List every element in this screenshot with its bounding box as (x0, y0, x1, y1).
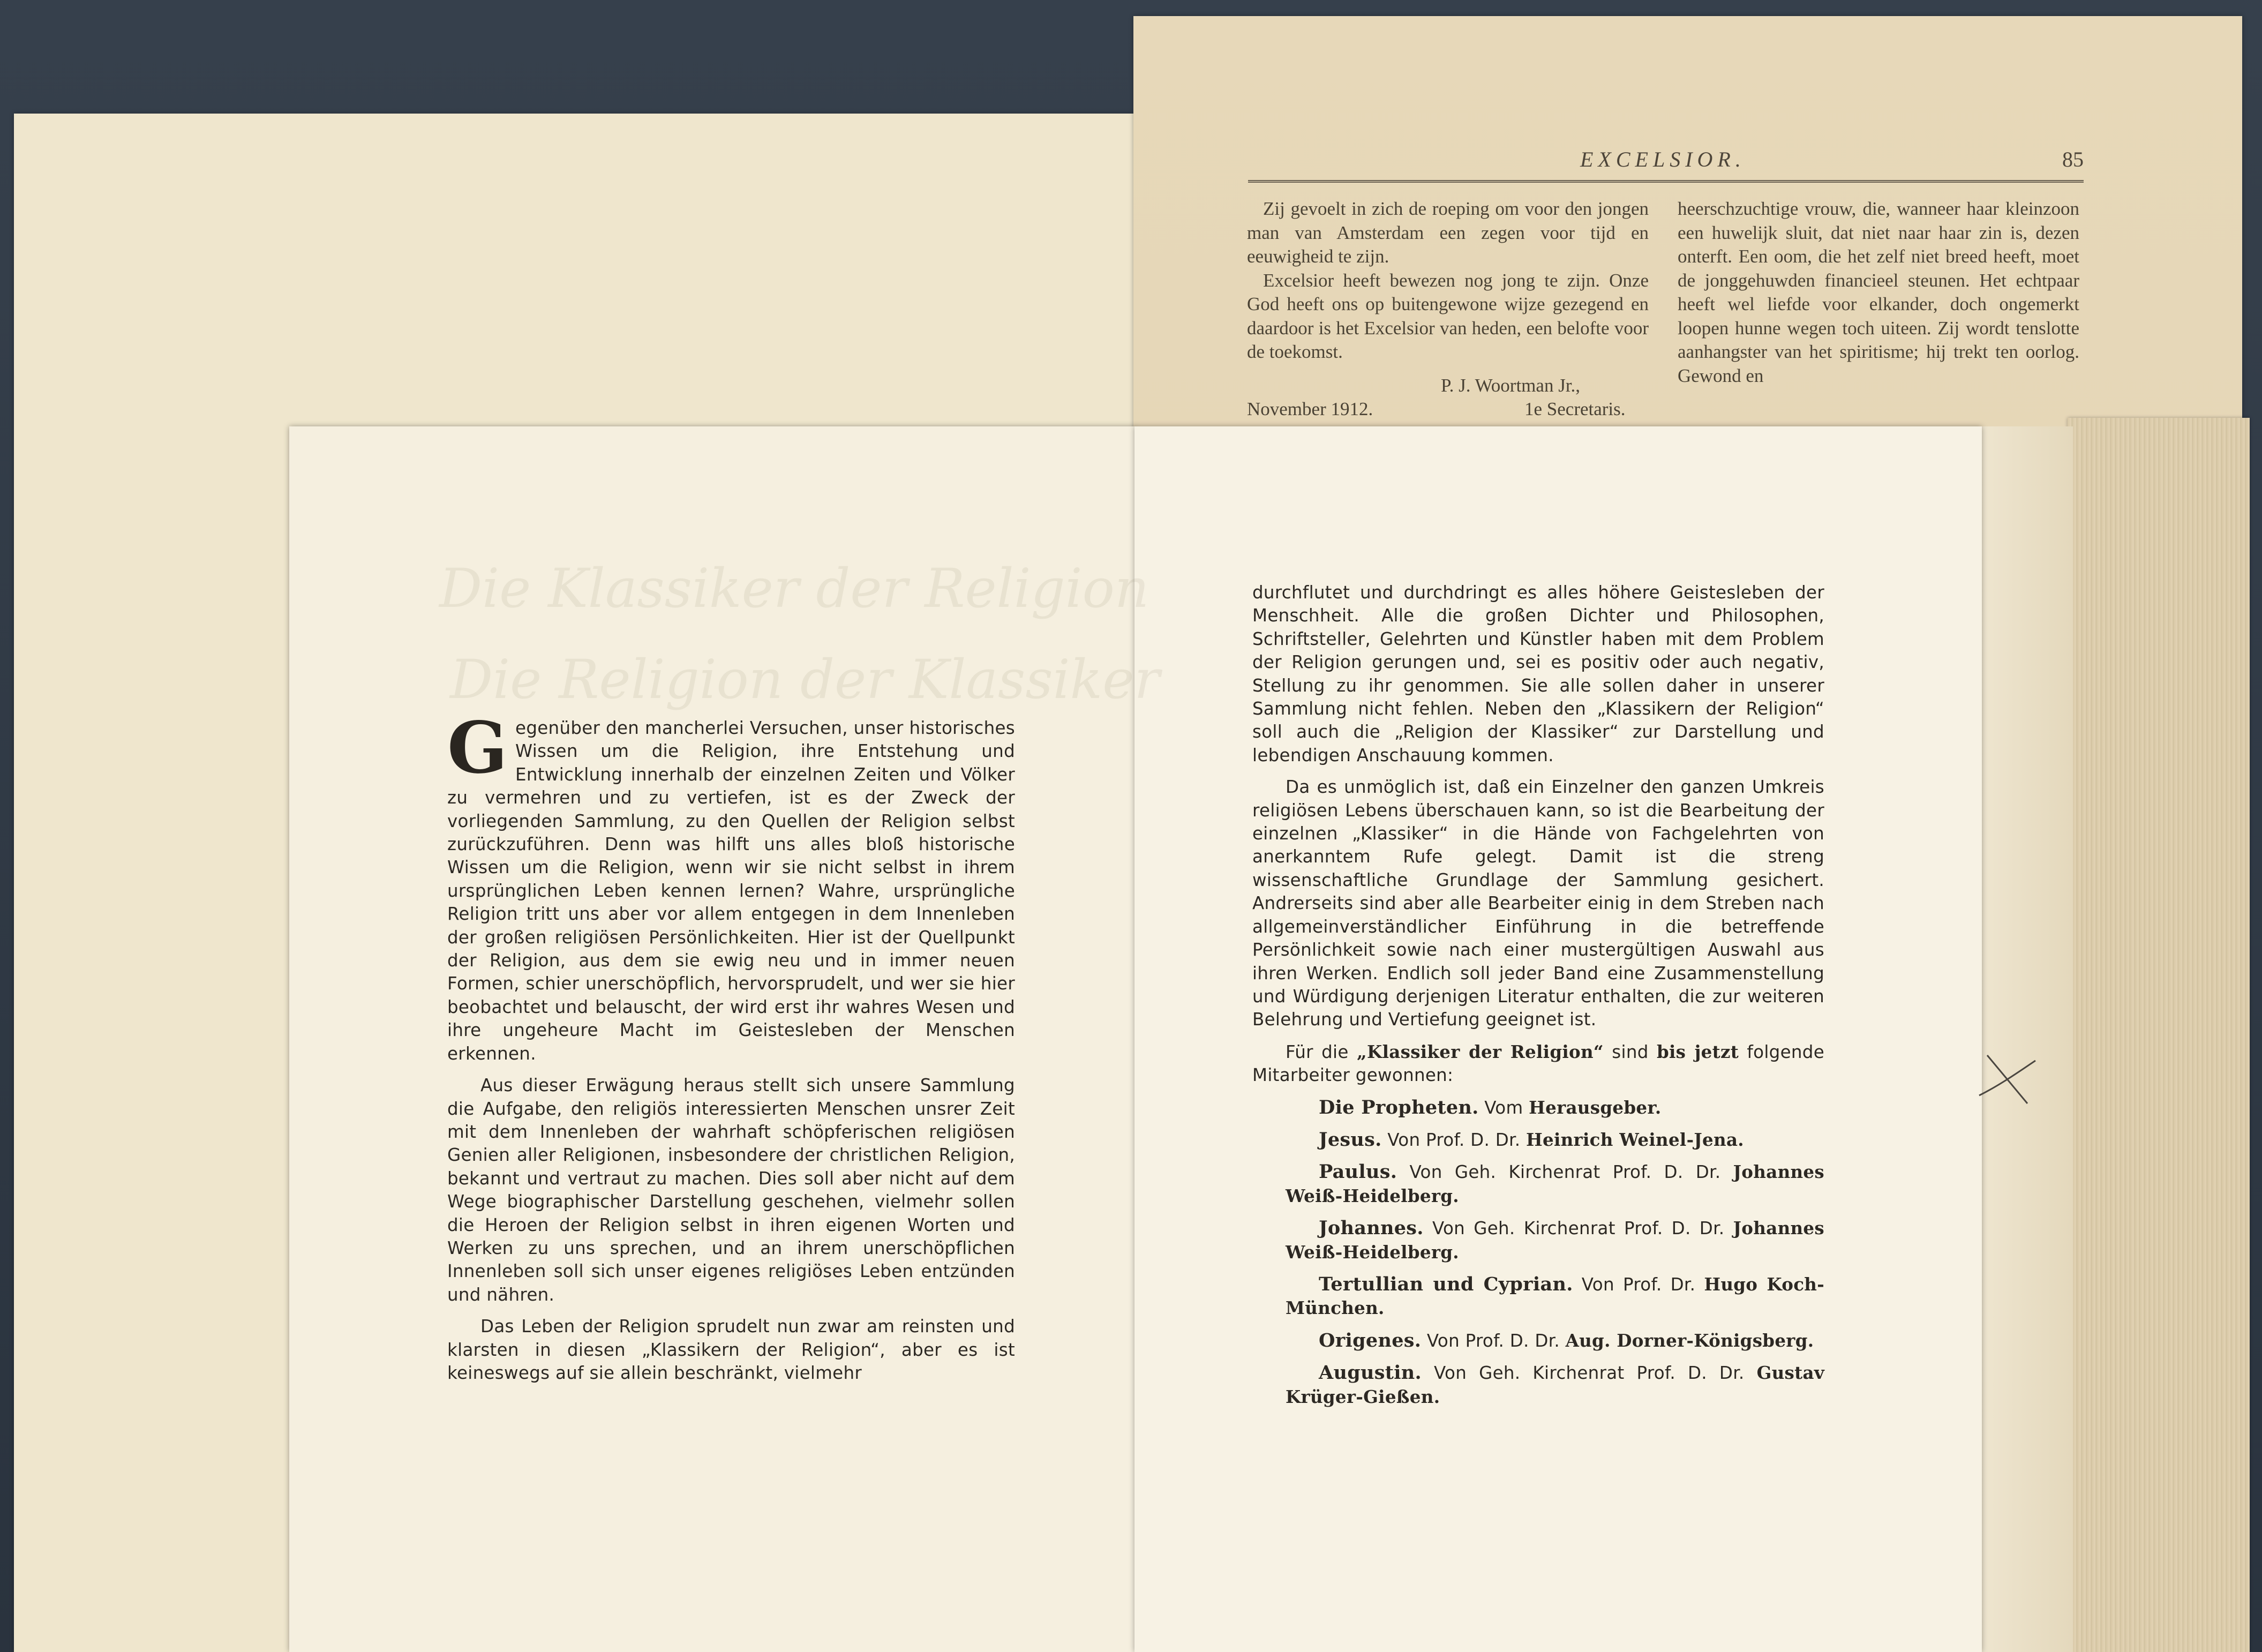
contributor-entry: Die Propheten. Vom Herausgeber. (1319, 1096, 1662, 1118)
booklet-paragraph: durchflutet und durchdringt es alles höhere Geistesleben der Menschheit. Alle die großen Dichter und Philosophen, Schriftsteller, Gelehrten und Künstler haben mit dem Problem der Religion gerungen und, sei es positiv oder auch negativ, Stellung zu ihr genommen. Sie alle sollen daher in unserer Sammlung nicht fehlen. Neben den „Klassikern der Religion“ soll auch die „Religion der Klassiker“ zur Darstellung und lebendigen Anschauung kommen. (1252, 582, 1824, 765)
drop-cap: G (447, 707, 508, 790)
magazine-paragraph: heerschzuchtige vrouw, die, wanneer haar kleinzoon een huwelijk sluit, dat niet naar haar zin is, dezen onterft. Een oom, die het zelf niet breed heeft, moet de jonggehuwden financieel steunen. Het echtpaar heeft wel liefde voor elkander, doch ongemerkt loopen hunne wegen toch uiteen. Zij wordt tenslotte aanhangster van het spiritisme; hij trekt ten oorlog. Gewond en (1678, 198, 2079, 386)
booklet-left-text (447, 707, 1015, 1393)
magazine-paragraph: Excelsior heeft bewezen nog jong te zijn. Onze God heeft ons op buitengewone wijze gezegend en daardoor is het Excelsior van heden, een belofte voor de toekomst. (1247, 269, 1649, 362)
signature-name: P. J. Woortman Jr., (1441, 375, 1581, 396)
booklet-right-text (1252, 581, 1824, 1417)
magazine-title: EXCELSIOR. (1580, 147, 1746, 171)
booklet-paragraph: Für die „Klassiker der Religion“ sind bis jetzt folgende Mitarbeiter gewonnen: (1252, 1041, 1825, 1086)
signature-date: November 1912. (1247, 399, 1373, 419)
magazine-column-right (1678, 197, 2079, 427)
booklet-paragraph: Gegenüber den mancherlei Versuchen, unser historisches Wissen um die Religion, ihre Entstehung und Entwicklung innerhalb der einzelnen Zeiten und Völker zu vermehren und zu vertiefen, ist es der Zweck der vorliegenden Sammlung, zu den Quellen der Religion selbst zurückzuführen. Denn was hilft uns alles bloß historische Wissen um die Religion, wenn wir sie nicht selbst in ihrem ursprünglichen Leben kennen lernen? Wahre, ursprüngliche Religion tritt uns aber vor allem entgegen in dem Innenleben der großen religiösen Persönlichkeiten. Hier ist der Quellpunkt der Religion, aus dem sie ewig neu und in immer neuen Formen, schier unerschöpflich, hervorsprudelt, und wer sie hier beobachtet und belauscht, der wird erst ihr wahres Wesen und ihre ungeheure Macht im Geistesleben der Menschen erkennen. (447, 707, 1015, 1064)
magazine-paragraph: Zij gevoelt in zich de roeping om voor den jongen man van Amsterdam een zegen voor tijd en eeuwigheid te zijn. (1247, 198, 1649, 267)
signature-role: 1e Secretaris. (1524, 399, 1626, 419)
magazine-running-header (1248, 145, 2084, 183)
pencil-x-mark (1977, 1050, 2041, 1109)
bleed-through-text: Die Religion der Klassiker (450, 648, 1160, 711)
magazine-page-number: 85 (2062, 147, 2084, 171)
contributor-list (1252, 1096, 1824, 1409)
booklet-paragraph: Da es unmöglich ist, daß ein Einzelner den ganzen Umkreis religiösen Lebens überschauen kann, so ist die Bearbeitung der einzelnen „Klassiker“ in die Hände von Fachgelehrten von anerkanntem Rufe gelegt. Damit ist die streng wissenschaftliche Grundlage der Sammlung gesichert. Andrerseits sind aber alle Bearbeiter einig in dem Streben nach allgemeinverständlicher Einführung in die betreffende Persönlichkeit sowie nach einer mustergültigen Auswahl aus ihren Werken. Endlich soll jeder Band eine Zusammenstellung und Würdigung derjenigen Literatur enthalten, die zur weiteren Belehrung und Vertiefung geeignet ist. (1252, 777, 1824, 1030)
contributor-entry: Augustin. Von Geh. Kirchenrat Prof. D. Dr. Gustav Krüger-Gießen. (1286, 1362, 1824, 1407)
booklet-page-edge (1982, 426, 2073, 1652)
booklet-paragraph: Aus dieser Erwägung heraus stellt sich unsere Sammlung die Aufgabe, den religiös interessierten Menschen unsrer Zeit mit dem Innenleben der wahrhaft schöpferischen religiösen Genien aller Religionen, insbesondere der christlichen Religion, bekannt und vertraut zu machen. Dies soll aber nicht auf dem Wege biographischer Darstellung geschehen, vielmehr sollen die Heroen der Religion selbst in ihren eigenen Worten und Werken zu uns sprechen, und an ihrem unerschöpflichen Innenleben soll sich unser eigenes religiöses Leben entzünden und nähren. (447, 1075, 1015, 1305)
contributor-entry: Paulus. Von Geh. Kirchenrat Prof. D. Dr. Johannes Weiß-Heidelberg. (1286, 1161, 1824, 1206)
magazine-page-edges (2068, 418, 2250, 1652)
contributor-entry: Tertullian und Cyprian. Von Prof. Dr. Hugo Koch-München. (1286, 1273, 1824, 1319)
booklet-paragraph: Das Leben der Religion sprudelt nun zwar am reinsten und klarsten in diesen „Klassikern der Religion“, aber es ist keineswegs auf sie allein beschränkt, vielmehr (447, 1316, 1015, 1383)
contributor-entry: Jesus. Von Prof. D. Dr. Heinrich Weinel-Jena. (1319, 1128, 1744, 1151)
bleed-through-text: Die Klassiker der Religion (439, 557, 1149, 620)
contributor-entry: Johannes. Von Geh. Kirchenrat Prof. D. Dr. Johannes Weiß-Heidelberg. (1286, 1217, 1824, 1263)
contributor-entry: Origenes. Von Prof. D. Dr. Aug. Dorner-Königsberg. (1319, 1329, 1814, 1351)
